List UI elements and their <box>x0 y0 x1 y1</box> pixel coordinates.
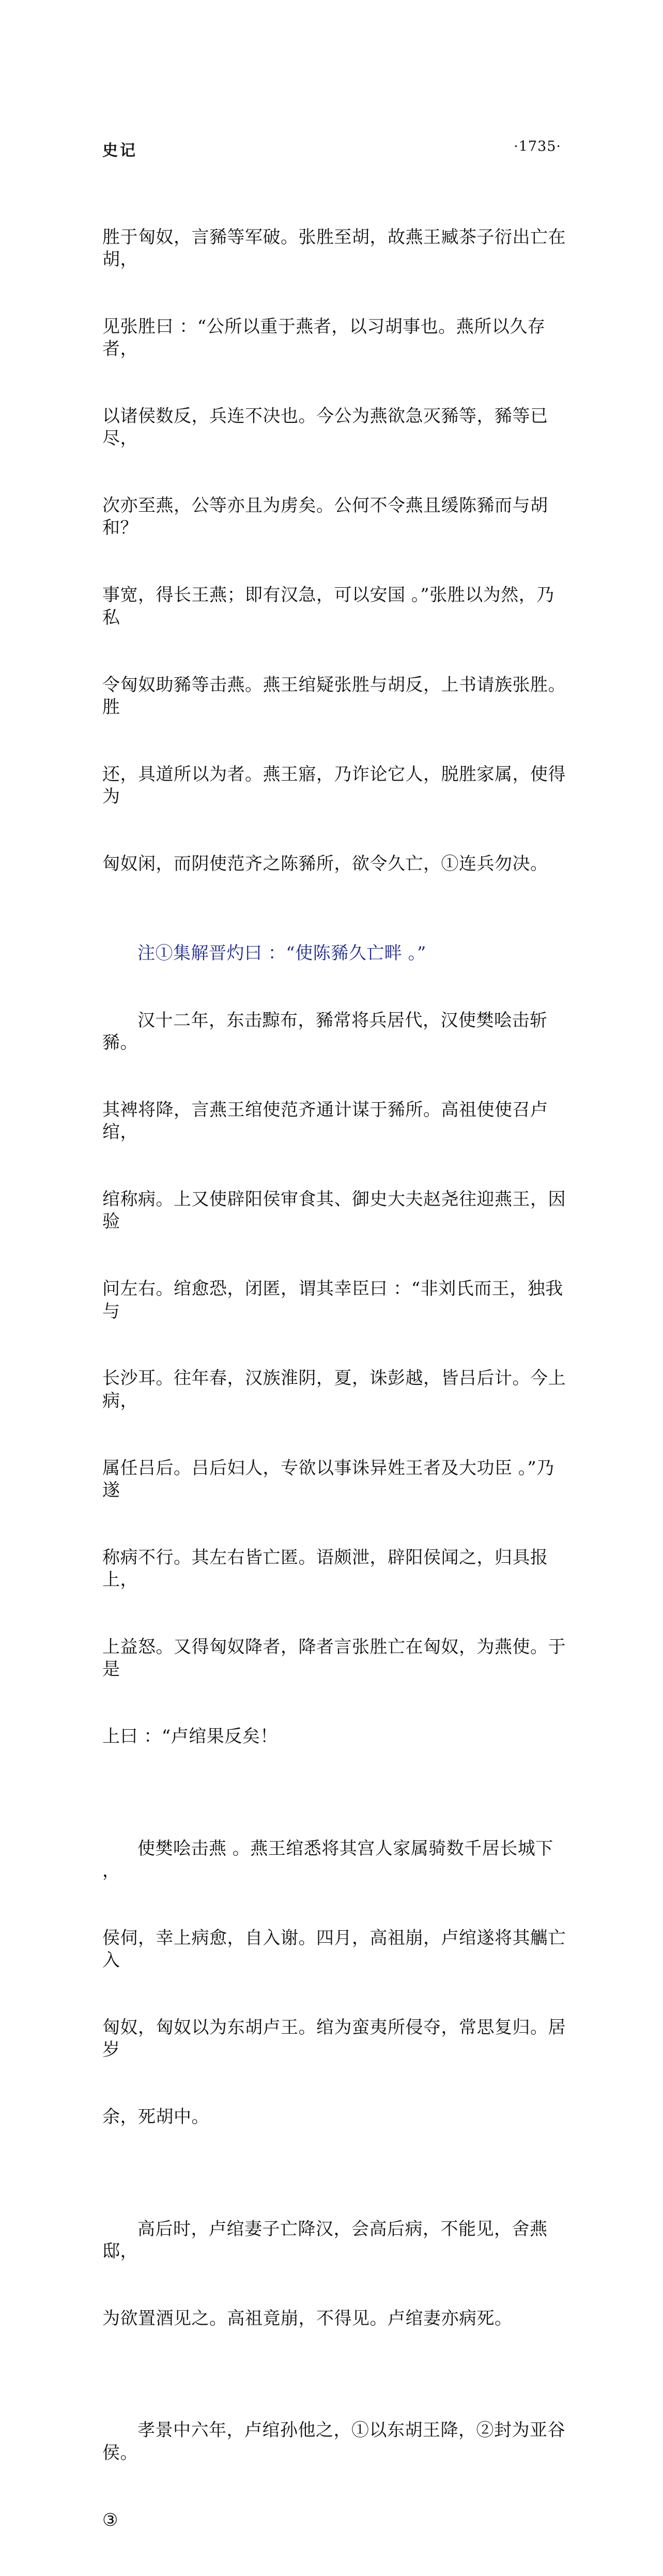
paragraph-3 <box>102 1793 567 2173</box>
text-line: 事宽，得长王燕；即有汉急，可以安国 。”张胜以为然，乃私 <box>102 585 554 628</box>
paragraph-5 <box>102 2375 567 2576</box>
text-line: 问左右。绾愈恐，闭匿，谓其幸臣曰 ：“非刘氏而王，独我与 <box>102 1278 563 1322</box>
body-text <box>102 181 567 2576</box>
book-title: 史记 <box>102 142 137 160</box>
text-line: 长沙耳。往年春，汉族淮阴，夏，诛彭越，皆吕后计。今上病， <box>102 1368 566 1411</box>
text-line: 胜于匈奴，言豨等军破。张胜至胡，故燕王臧茶子衍出亡在胡， <box>102 226 566 270</box>
text-line: 属任吕后。吕后妇人，专欲以事诛异姓王者及大功臣 。”乃遂 <box>102 1457 554 1501</box>
paragraph-1 <box>102 181 567 920</box>
text-line: 孝景中六年，卢绾孙他之，①以东胡王降，②封为亚谷侯。 <box>102 2420 565 2463</box>
text-line: 称病不行。其左右皆亡匿。语颇泄，辟阳侯闻之，归具报上， <box>102 1547 548 1591</box>
annotation-note: 注①集解晋灼曰 ：“使陈豨久亡畔 。” <box>137 942 426 964</box>
text-line: 上曰 ：“卢绾果反矣！ <box>102 1726 278 1747</box>
text-line: 其裨将降，言燕王绾使范齐通计谋于豨所。高祖使使召卢绾， <box>102 1099 548 1143</box>
text-line: 令匈奴助豨等击燕。燕王绾疑张胜与胡反，上书请族张胜。胜 <box>102 674 566 718</box>
paragraph-2 <box>102 965 567 1793</box>
text-line: 见张胜曰 ：“公所以重于燕者，以习胡事也。燕所以久存者， <box>102 316 546 360</box>
text-line: 匈奴闲，而阴使范齐之陈豨所，欲令久亡，①连兵勿决。 <box>102 853 548 874</box>
text-line: 为欲置酒见之。高祖竟崩，不得见。卢绾妻亦病死。 <box>102 2308 513 2329</box>
text-line: 使樊哙击燕 。燕王绾悉将其宫人家属骑数千居长城下 ， <box>102 1838 560 1881</box>
text-line: 侯伺，幸上病愈，自入谢。四月，高祖崩，卢绾遂将其觽亡入 <box>102 1927 566 1971</box>
text-line: 匈奴，匈奴以为东胡卢王。绾为蛮夷所侵夺，常思复归。居岁 <box>102 2017 566 2061</box>
text-line: 高后时，卢绾妻子亡降汉，会高后病，不能见，舍燕邸， <box>102 2218 548 2262</box>
page-number: ·1735· <box>514 139 561 155</box>
text-line: 还，具道所以为者。燕王寤，乃诈论它人，脱胜家属，使得为 <box>102 764 566 807</box>
text-line: 汉十二年，东击黥布，豨常将兵居代，汉使樊哙击斩豨。 <box>102 1010 548 1053</box>
text-line: 余，死胡中。 <box>102 2107 209 2128</box>
text-line: ③ <box>102 2509 118 2531</box>
text-line: 绾称病。上又使辟阳侯审食其、御史大夫赵尧往迎燕王，因验 <box>102 1189 566 1232</box>
paragraph-4 <box>102 2173 567 2375</box>
text-line: 以诸侯数反，兵连不决也。今公为燕欲急灭豨等，豨等已尽， <box>102 405 548 449</box>
running-head <box>102 138 561 158</box>
text-line: 次亦至燕，公等亦且为虏矣。公何不令燕且缓陈豨而与胡和？ <box>102 495 548 539</box>
text-line: 上益怒。又得匈奴降者，降者言张胜亡在匈奴，为燕使。于是 <box>102 1637 566 1680</box>
